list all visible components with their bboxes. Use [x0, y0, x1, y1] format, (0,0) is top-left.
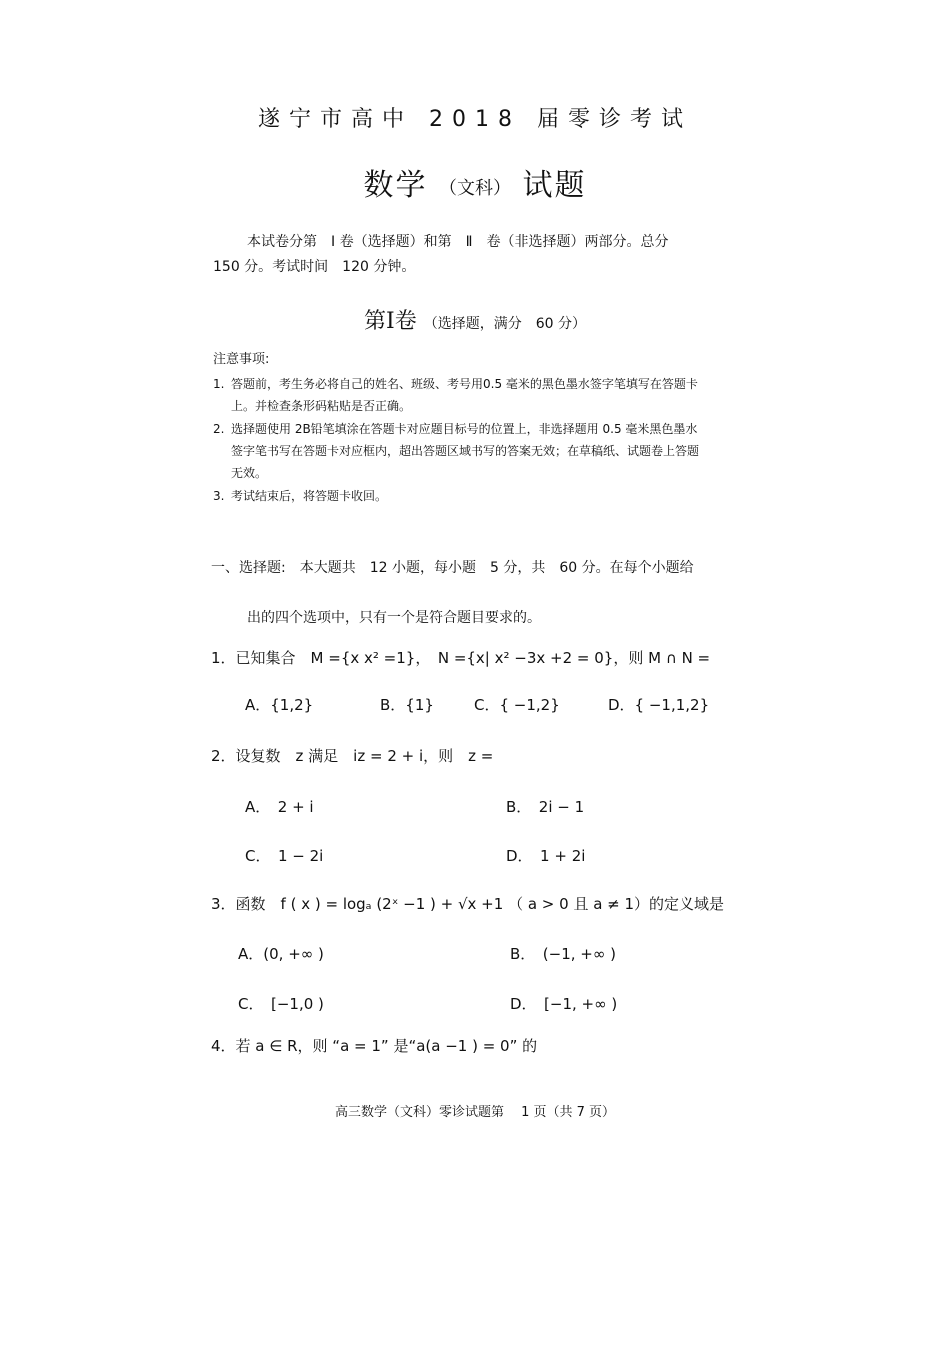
notes-heading: 注意事项: [213, 352, 270, 367]
question-2-stem: 2．设复数 z 满足 iz = 2 + i，则 z = [211, 747, 494, 765]
note-number: 1. [213, 377, 225, 391]
note-item [213, 373, 738, 417]
intro-line-2: 150 分。考试时间 120 分钟。 [213, 259, 416, 275]
question-3-option-d: D． [−1, +∞ ) [510, 995, 618, 1013]
intro-paragraph [213, 230, 733, 280]
note-item [213, 418, 738, 484]
note-line: 签字笔书写在答题卡对应框内，超出答题区域书写的答案无效；在草稿纸、试题卷上答题 [231, 444, 700, 458]
note-line: 答题前，考生务必将自己的姓名、班级、考号用0.5 毫米的黑色墨水签字笔填写在答题卡 [231, 377, 698, 391]
title-subject: 数学 [363, 168, 428, 203]
note-line: 考试结束后，将答题卡收回。 [231, 489, 388, 503]
question-1-option-c: C．{ −1,2} [474, 696, 560, 714]
question-3-option-b: B． (−1, +∞ ) [510, 945, 616, 963]
page-footer: 高三数学（文科）零诊试题第 1 页（共 7 页） [334, 1105, 616, 1120]
question-2-option-a: A． 2 + i [245, 798, 314, 816]
question-2-option-d: D． 1 + 2i [506, 847, 586, 865]
question-2-option-b: B． 2i − 1 [506, 798, 585, 816]
question-1-stem: 1．已知集合 M ={x x² =1}， N ={x| x² −3x +2 = 0}，则 M ∩ N = [211, 649, 711, 667]
exam-title-line1: 遂宁市高中 2018 届零诊考试 [258, 107, 692, 132]
question-2-option-c: C． 1 − 2i [245, 847, 324, 865]
section-title: 第Ⅰ卷 [364, 309, 417, 334]
section-subtitle: （选择题，满分 60 分） [423, 316, 586, 332]
question-3-stem: 3．函数 f ( x ) = logₐ (2ˣ −1 ) + √x +1 （ a > 0 且 a ≠ 1）的定义域是 [211, 895, 725, 913]
question-1-option-a: A．{1,2} [245, 696, 314, 714]
part1-instruction-line2: 出的四个选项中，只有一个是符合题目要求的。 [247, 610, 541, 626]
title-category: （文科） [439, 178, 511, 199]
note-line: 上。并检查条形码粘贴是否正确。 [231, 399, 412, 413]
question-3-option-a: A．(0, +∞ ) [238, 945, 324, 963]
intro-line-1: 本试卷分第 Ⅰ 卷（选择题）和第 Ⅱ 卷（非选择题）两部分。总分 [247, 234, 669, 250]
part1-instruction-line1: 一、选择题: 本大题共 12 小题，每小题 5 分，共 60 分。在每个小题给 [211, 560, 694, 576]
exam-title-main [0, 160, 950, 204]
note-number: 2. [213, 422, 225, 436]
question-4-stem: 4．若 a ∈ R，则 “a = 1” 是“a(a −1 ) = 0” 的 [211, 1037, 538, 1055]
note-item [213, 485, 738, 507]
question-1-option-b: B．{1} [380, 696, 434, 714]
note-line: 选择题使用 2B铅笔填涂在答题卡对应题目标号的位置上，非选择题用 0.5 毫米黑色墨水 [231, 422, 698, 436]
title-tail: 试题 [522, 168, 587, 203]
question-1-option-d: D．{ −1,1,2} [608, 696, 710, 714]
section-heading [0, 304, 950, 335]
note-number: 3. [213, 489, 225, 503]
question-3-option-c: C． [−1,0 ) [238, 995, 324, 1013]
note-line: 无效。 [231, 466, 268, 480]
